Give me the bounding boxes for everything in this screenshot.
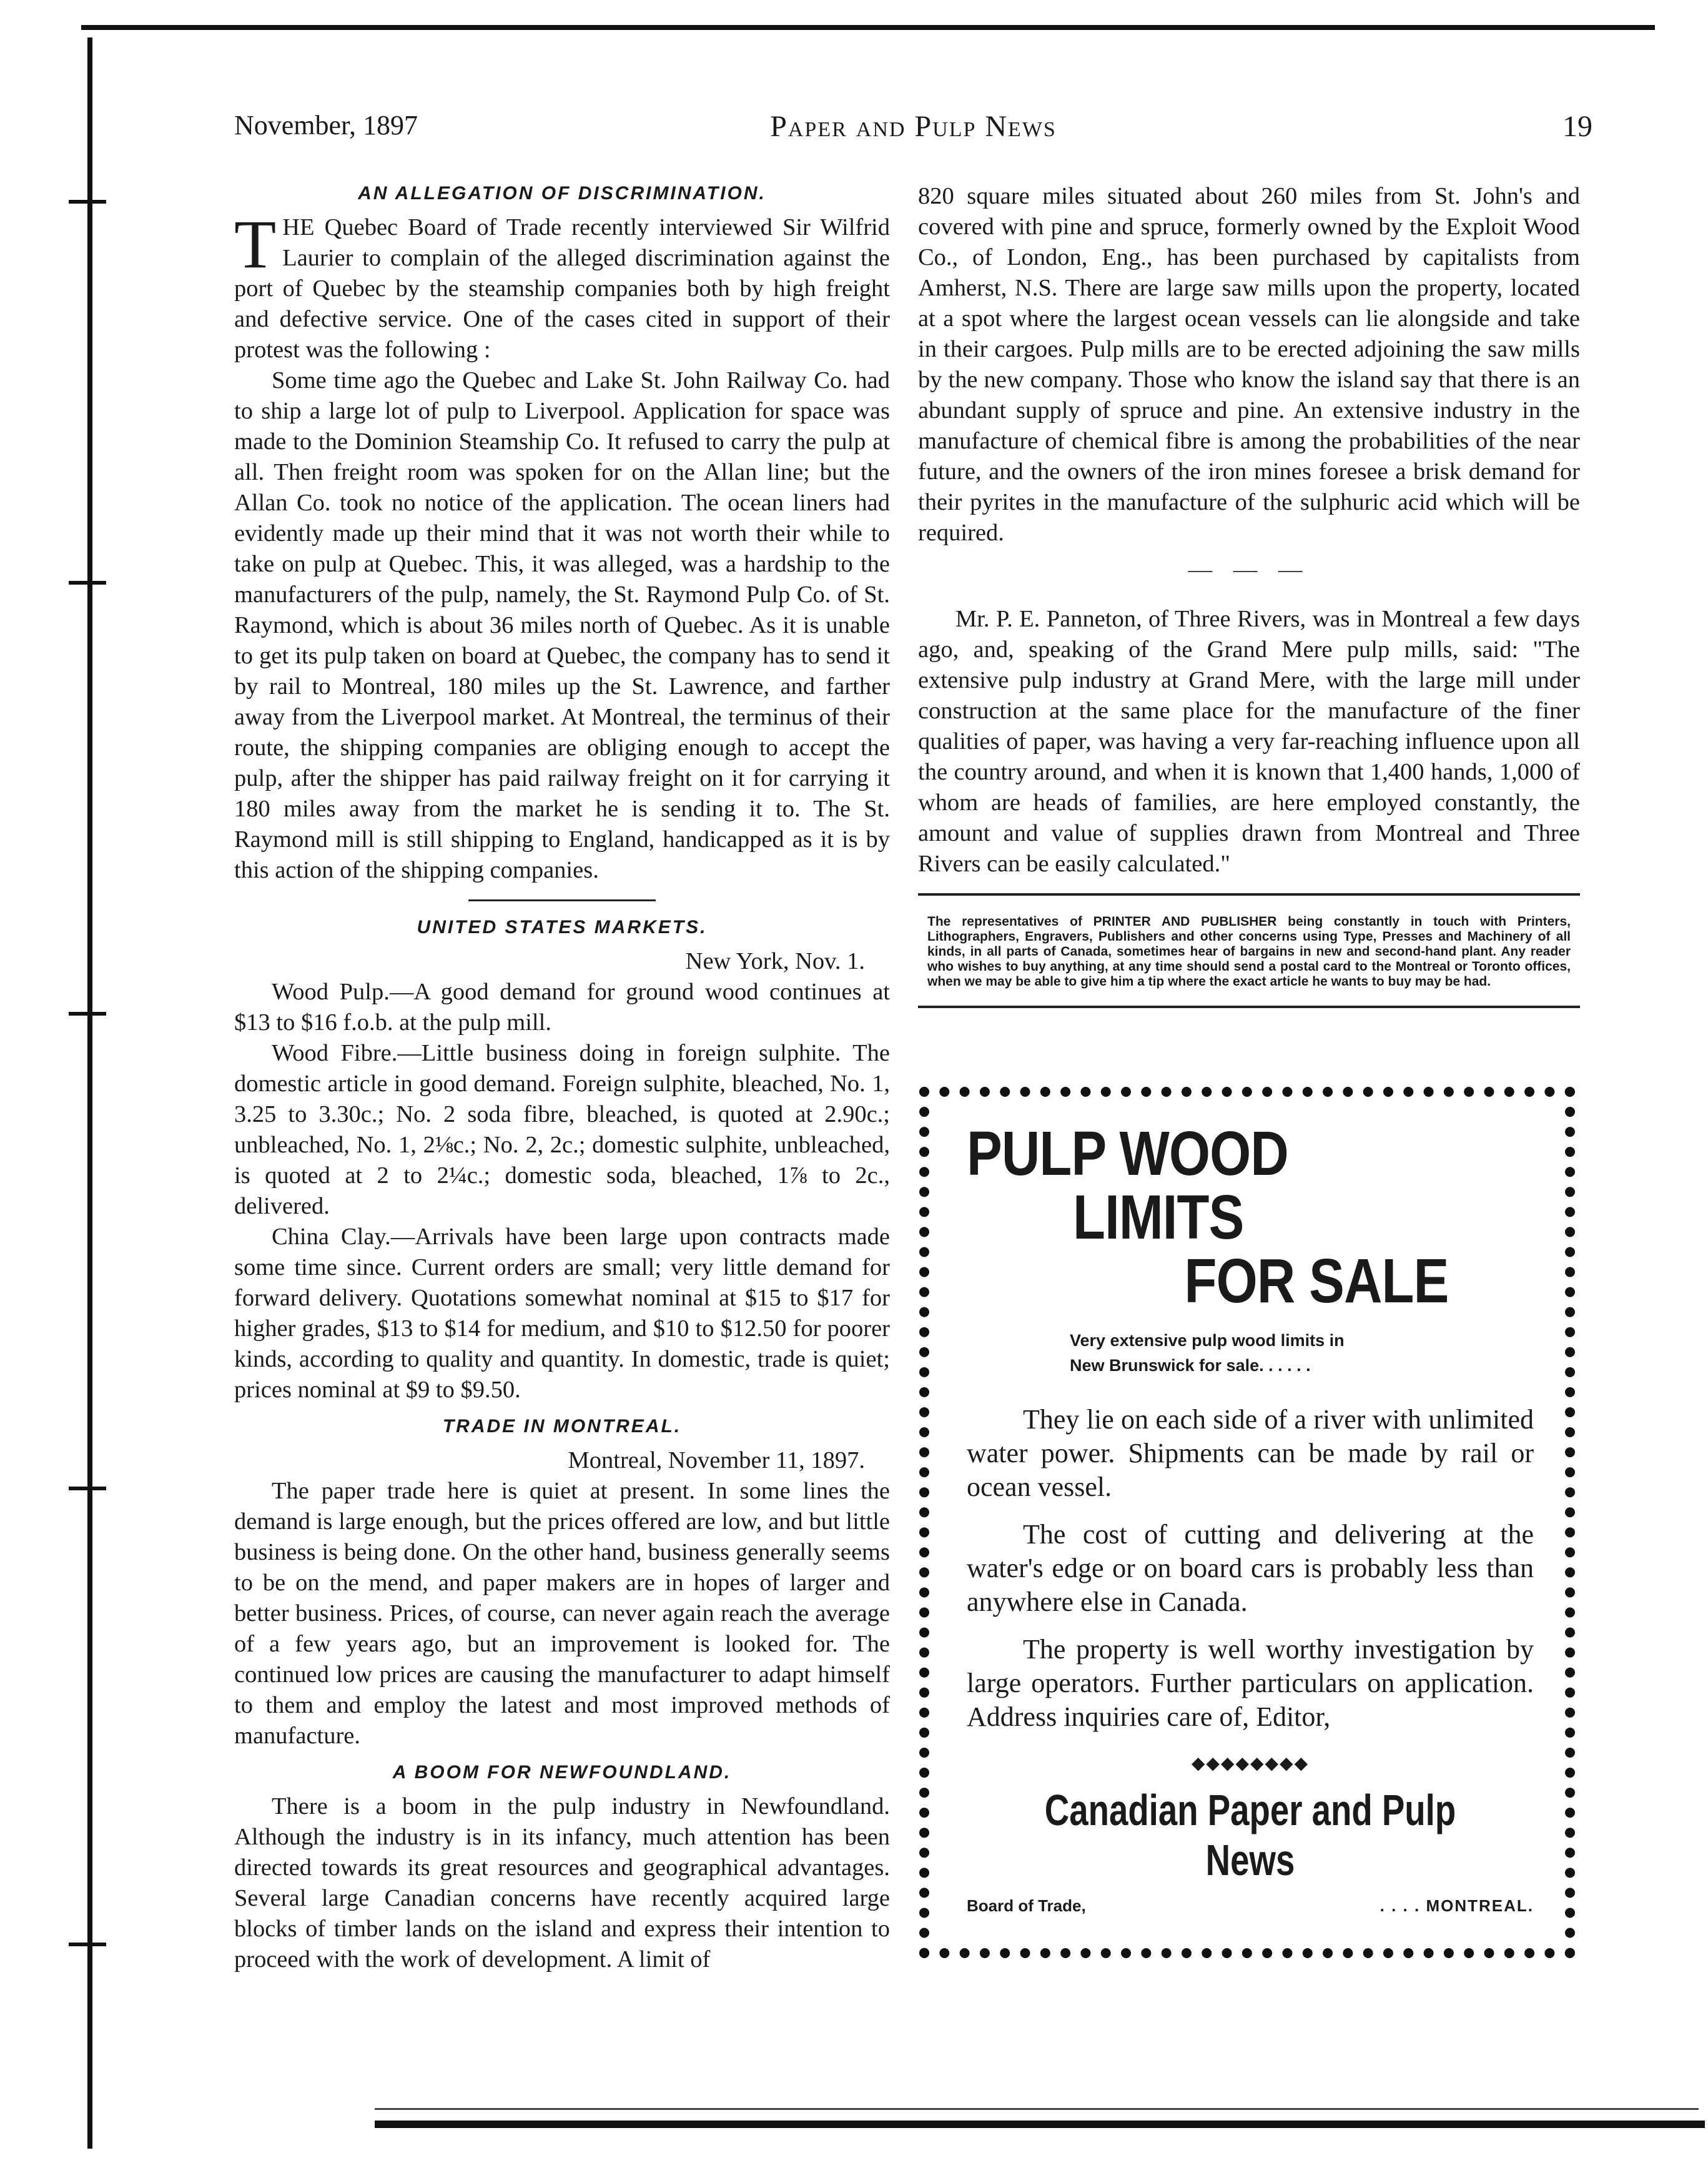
ad-title-line: PULP WOOD	[967, 1119, 1288, 1189]
issue-date: November, 1897	[234, 110, 418, 141]
section-heading: TRADE IN MONTREAL.	[442, 1416, 682, 1437]
article-paragraph: 820 square miles situated about 260 miles from St. John's and covered with pine and spruce, formerly owned by the Exploit Wood Co., of London, Eng., has been purchased by capitalists from Amherst, N.S. There are large saw mills upon the property, located at a spot where the largest ocean vessels can lie alongside and take in their cargoes. Pulp mills are to be erected adjoining the saw mills by the new company. Those who know the island say that there is an abundant supply of spruce and pine. An extensive industry in the manufacture of chemical fibre is among the probabilities of the near future, and the owners of the iron mines foresee a brisk demand for their pyrites in the manufacture of the sulphuric acid which will be required.	[918, 183, 1580, 546]
binding-tick	[69, 200, 106, 204]
page-header	[234, 109, 1592, 153]
publication-title: Paper and Pulp News	[770, 110, 1057, 143]
dateline: New York, Nov. 1.	[685, 948, 865, 974]
bottom-thick-rule	[375, 2121, 1705, 2128]
ad-paragraph: The property is well worthy investigation by large operators. Further particulars on application. Address inquiries care of, Editor,	[967, 1634, 1534, 1732]
binding-tick	[69, 1487, 106, 1490]
article-paragraph: Wood Pulp.—A good demand for ground wood continues at $13 to $16 f.o.b. at the pulp mill.	[234, 979, 890, 1036]
section-divider	[468, 899, 656, 901]
diamond-ornament: ◆◆◆◆◆◆◆◆	[1191, 1754, 1310, 1773]
article-paragraph: THE Quebec Board of Trade recently interviewed Sir Wilfrid Laurier to complain of the alleged discrimination against the port of Quebec by the steamship companies both by high freight and defective service. One of the cases cited in support of their protest was the following :	[234, 206, 890, 363]
ad-body	[967, 1403, 1534, 1734]
column-rule	[918, 1006, 1580, 1008]
page-number: 19	[1562, 110, 1592, 143]
bottom-thin-rule	[375, 2108, 1699, 2110]
article-paragraph: The paper trade here is quiet at present. In some lines the demand is large enough, but the prices offered are low, and but little business is being done. On the other hand, business generally seems to be on the mend, and paper makers are in hopes of larger and better business. Prices, of course, can never again reach the average of a few years ago, but an improvement is looked for. The continued low prices are causing the manufacturer to adapt himself to them and employ the latest and most improved methods of manufacture.	[234, 1478, 890, 1749]
article-paragraph: Mr. P. E. Panneton, of Three Rivers, was in Montreal a few days ago, and, speaking of the Grand Mere pulp mills, said: "The extensive pulp industry at Grand Mere, with the large mill under construction at the same place for the manufacture of the finer qualities of paper, was having a very far-reaching influence upon all the country around, and when it is known that 1,400 hands, 1,000 of whom are heads of families, are here employed constantly, the amount and value of supplies drawn from Montreal and Three Rivers can be easily calculated."	[918, 606, 1580, 877]
section-heading: A BOOM FOR NEWFOUNDLAND.	[392, 1762, 732, 1783]
binding-tick	[69, 1943, 106, 1946]
left-column	[234, 181, 890, 1975]
drop-cap: T	[234, 206, 277, 282]
column-rule	[918, 893, 1580, 896]
pulp-wood-advertisement	[919, 1087, 1575, 1958]
separator: — — —	[1188, 557, 1310, 583]
dateline: Montreal, November 11, 1897.	[568, 1447, 865, 1473]
ad-address: Board of Trade, . . . . MONTREAL.	[967, 1896, 1534, 1915]
ad-title	[967, 1119, 1529, 1316]
ad-publisher-name: Canadian Paper and Pulp News	[1044, 1786, 1456, 1884]
article-paragraph: There is a boom in the pulp industry in Newfoundland. Although the industry is in its infancy, much attention has been directed towards its great resources and geographical advantages. Several large Canadian concerns have recently acquired large blocks of timber lands on the island and express their intention to proceed with the work of development. A limit of	[234, 1793, 890, 1973]
ad-title-line: FOR SALE	[1184, 1246, 1449, 1316]
binding-top-rule	[81, 25, 1655, 30]
printer-publisher-notice: The representatives of PRINTER AND PUBLISHER being constantly in touch with Printers, Lithographers, Engravers, Publishers and other concerns using Type, Presses and Machinery of all kinds, in all parts of Canada, sometimes hear of bargains in new and second-hand plant. Any reader who wishes to buy anything, at any time should send a postal card to the Montreal or Toronto offices, when we may be able to give him a tip where the exact article he wants to buy may be had.	[927, 914, 1571, 989]
binding-tick	[69, 1012, 106, 1016]
ad-title-line: LIMITS	[1073, 1182, 1244, 1252]
binding-tick	[69, 581, 106, 585]
section-heading: AN ALLEGATION OF DISCRIMINATION.	[358, 183, 766, 204]
article-paragraph: Some time ago the Quebec and Lake St. John Railway Co. had to ship a large lot of pulp to Liverpool. Application for space was made to the Dominion Steamship Co. It refused to carry the pulp at all. Then freight room was spoken for on the Allan line; but the Allan Co. took no notice of the application. The ocean liners had evidently made up their mind that it was not worth their while to take on pulp at Quebec. This, it was alleged, was a hardship to the manufacturers of the pulp, namely, the St. Raymond Pulp Co. of St. Raymond, which is about 36 miles north of Quebec. As it is unable to get its pulp taken on board at Quebec, the company has to send it by rail to Montreal, 180 miles up the St. Lawrence, and farther away from the Liverpool market. At Montreal, the terminus of their route, the shipping companies are obliging enough to accept the pulp, after the shipper has paid railway freight on it for carrying it 180 miles away from the market he is sending it to. The St. Raymond mill is still shipping to England, handicapped as it is by this action of the shipping companies.	[234, 367, 890, 883]
binding-spine	[87, 37, 92, 2149]
ad-paragraph: The cost of cutting and delivering at the water's edge or on board cars is probably less than anywhere else in Canada.	[967, 1519, 1534, 1617]
ad-subtitle: Very extensive pulp wood limits in New Brunswick for sale. . . . . .	[1070, 1331, 1345, 1375]
right-column	[918, 181, 1580, 1027]
article-paragraph: China Clay.—Arrivals have been large upon contracts made some time since. Current orders are small; very little demand for forward delivery. Quotations somewhat nominal at $15 to $17 for higher grades, $13 to $14 for medium, and $10 to $12.50 for poorer kinds, according to quality and quantity. In domestic, trade is quiet; prices nominal at $9 to $9.50.	[234, 1224, 890, 1403]
section-heading: UNITED STATES MARKETS.	[417, 917, 708, 938]
ad-paragraph: They lie on each side of a river with unlimited water power. Shipments can be made by rail or ocean vessel.	[967, 1404, 1534, 1502]
article-paragraph: Wood Fibre.—Little business doing in foreign sulphite. The domestic article in good demand. Foreign sulphite, bleached, No. 1, 3.25 to 3.30c.; No. 2 soda fibre, bleached, is quoted at 2.90c.; unbleached, No. 1, 2⅛c.; No. 2, 2c.; domestic sulphite, unbleached, is quoted at 2 to 2¼c.; domestic soda, bleached, 1⅞ to 2c., delivered.	[234, 1040, 890, 1219]
